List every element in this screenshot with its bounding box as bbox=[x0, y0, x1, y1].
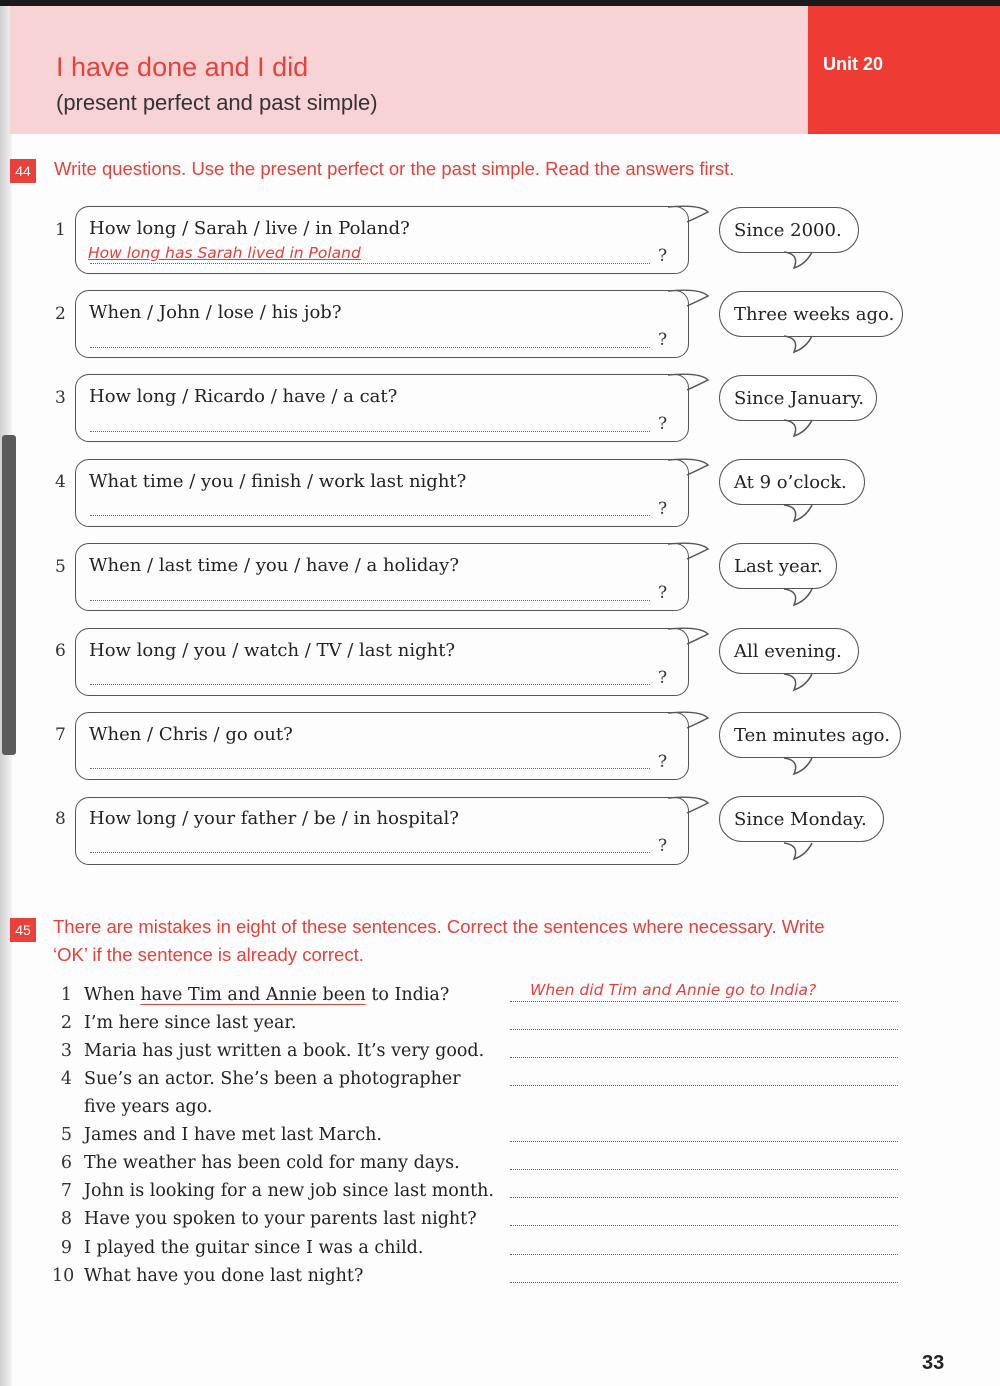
sentence-number: 5 bbox=[60, 1125, 72, 1145]
correction-line[interactable] bbox=[510, 1085, 898, 1086]
reply-bubble: Since January. bbox=[719, 375, 877, 421]
page-title: I have done and I did bbox=[56, 52, 309, 82]
exercise-44-instruction: Write questions. Use the present perfect or the past simple. Read the answers first. bbox=[54, 158, 735, 179]
correction-line[interactable] bbox=[510, 1029, 898, 1030]
sentence-text: James and I have met last March. bbox=[84, 1125, 382, 1145]
question-bubble-tail bbox=[668, 459, 708, 475]
sentence-number: 10 bbox=[52, 1266, 75, 1286]
question-number: 8 bbox=[55, 809, 66, 829]
question-bubble-tail bbox=[668, 290, 708, 306]
question-prompt: When / Chris / go out? bbox=[89, 724, 293, 745]
question-bubble-tail bbox=[668, 374, 708, 390]
exercise-44-number: 44 bbox=[10, 159, 36, 183]
sentence-text: John is looking for a new job since last month. bbox=[84, 1181, 494, 1201]
exercise-45-instruction-line2: ‘OK’ if the sentence is already correct. bbox=[53, 944, 364, 965]
reply-bubble: All evening. bbox=[719, 628, 859, 674]
question-mark: ? bbox=[658, 668, 668, 688]
reply-bubble: Since 2000. bbox=[719, 207, 859, 253]
reply-bubble-tail bbox=[784, 420, 812, 436]
reply-bubble-tail bbox=[784, 336, 812, 352]
question-prompt: When / John / lose / his job? bbox=[89, 302, 342, 323]
correction-line[interactable] bbox=[510, 1169, 898, 1170]
exercise-45-number: 45 bbox=[10, 918, 36, 942]
correction-line[interactable] bbox=[510, 1225, 898, 1226]
sentence-number: 6 bbox=[60, 1153, 72, 1173]
sentence-number: 7 bbox=[60, 1181, 72, 1201]
question-number: 1 bbox=[55, 220, 66, 240]
question-mark: ? bbox=[658, 583, 668, 603]
correction-line[interactable] bbox=[510, 1197, 898, 1198]
question-bubble-tail bbox=[668, 206, 708, 222]
reply-bubble-tail bbox=[784, 674, 812, 690]
correction-line[interactable] bbox=[510, 1001, 898, 1002]
question-mark: ? bbox=[658, 499, 668, 519]
reply-bubble: Since Monday. bbox=[719, 796, 884, 842]
sentence-number: 2 bbox=[60, 1013, 72, 1033]
question-mark: ? bbox=[658, 752, 668, 772]
sentence-number: 8 bbox=[60, 1209, 72, 1229]
reply-bubble-tail bbox=[784, 758, 812, 774]
question-prompt: How long / Ricardo / have / a cat? bbox=[89, 386, 398, 407]
correction-line[interactable] bbox=[510, 1057, 898, 1058]
reply-bubble: Three weeks ago. bbox=[719, 291, 903, 337]
sentence-text-continued: five years ago. bbox=[84, 1097, 213, 1117]
question-mark: ? bbox=[658, 836, 668, 856]
sentence-1 bbox=[84, 985, 449, 1005]
question-number: 3 bbox=[55, 388, 66, 408]
question-number: 4 bbox=[55, 472, 66, 492]
correction-example: When did Tim and Annie go to India? bbox=[530, 981, 817, 999]
reply-bubble-tail bbox=[784, 589, 812, 605]
reply-bubble-tail bbox=[784, 843, 812, 859]
question-number: 5 bbox=[55, 557, 66, 577]
unit-label: Unit 20 bbox=[823, 54, 884, 74]
question-bubble-tail bbox=[668, 628, 708, 644]
page-number: 33 bbox=[922, 1352, 945, 1374]
question-number: 2 bbox=[55, 304, 66, 324]
sentence-text: The weather has been cold for many days. bbox=[84, 1153, 460, 1173]
reply-bubble: Last year. bbox=[719, 543, 837, 589]
answer-example: How long has Sarah lived in Poland bbox=[88, 244, 361, 262]
reply-bubble: At 9 o’clock. bbox=[719, 459, 865, 505]
question-prompt: How long / Sarah / live / in Poland? bbox=[89, 218, 410, 239]
question-mark: ? bbox=[658, 246, 668, 266]
sentence-1-mistake: have Tim and Annie been bbox=[140, 985, 366, 1005]
page-subtitle: (present perfect and past simple) bbox=[56, 90, 378, 115]
correction-line[interactable] bbox=[510, 1282, 898, 1283]
question-mark: ? bbox=[658, 414, 668, 434]
correction-line[interactable] bbox=[510, 1254, 898, 1255]
sentence-number: 1 bbox=[60, 985, 72, 1005]
question-prompt: How long / your father / be / in hospital? bbox=[89, 808, 459, 829]
sentence-text: Sue’s an actor. She’s been a photographer bbox=[84, 1069, 461, 1089]
sentence-1-start: When bbox=[84, 985, 141, 1005]
sentence-text: What have you done last night? bbox=[84, 1266, 364, 1286]
question-bubble-tail bbox=[668, 712, 708, 728]
correction-line[interactable] bbox=[510, 1141, 898, 1142]
question-bubble-tail bbox=[668, 797, 708, 813]
sentence-1-end: to India? bbox=[365, 985, 450, 1005]
reply-bubble-tail bbox=[784, 252, 812, 268]
exercise-45-instruction-line1: There are mistakes in eight of these sentences. Correct the sentences where necessary. Write bbox=[53, 916, 825, 937]
sentence-text: Have you spoken to your parents last night? bbox=[84, 1209, 477, 1229]
reply-bubble: Ten minutes ago. bbox=[719, 712, 901, 758]
question-mark: ? bbox=[658, 330, 668, 350]
reply-bubble-tail bbox=[784, 505, 812, 521]
sentence-text: Maria has just written a book. It’s very good. bbox=[84, 1041, 485, 1061]
question-prompt: When / last time / you / have / a holiday? bbox=[89, 555, 459, 576]
sentence-text: I’m here since last year. bbox=[84, 1013, 297, 1033]
sentence-text: I played the guitar since I was a child. bbox=[84, 1238, 424, 1258]
question-number: 6 bbox=[55, 641, 66, 661]
question-number: 7 bbox=[55, 725, 66, 745]
question-bubble-tail bbox=[668, 543, 708, 559]
sentence-number: 3 bbox=[60, 1041, 72, 1061]
sentence-number: 4 bbox=[60, 1069, 72, 1089]
question-prompt: What time / you / finish / work last night? bbox=[89, 471, 467, 492]
sentence-number: 9 bbox=[60, 1238, 72, 1258]
question-prompt: How long / you / watch / TV / last night? bbox=[89, 640, 456, 661]
